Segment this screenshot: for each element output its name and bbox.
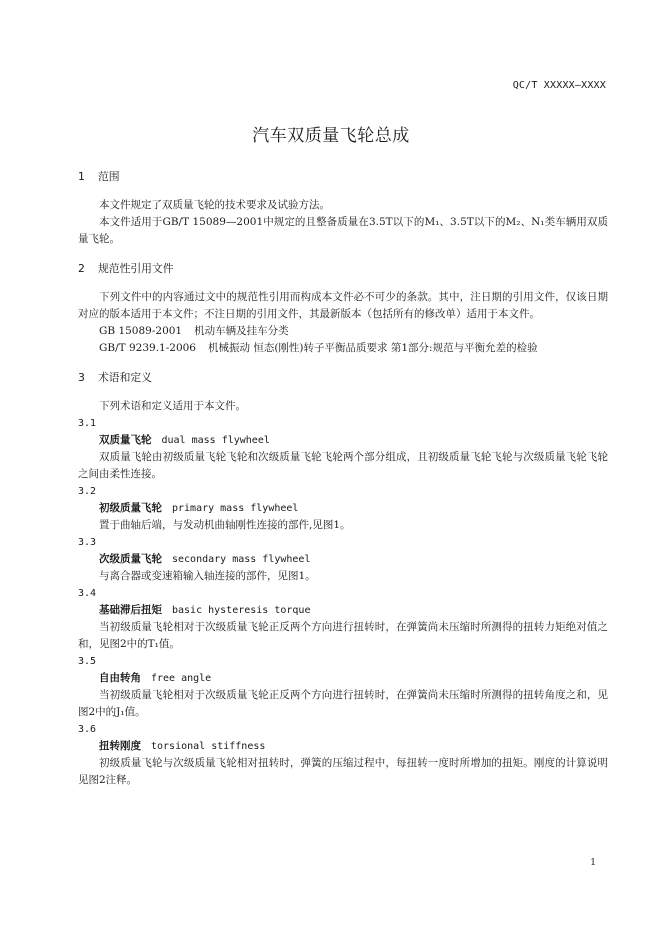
term-number: 3.5 <box>78 656 97 667</box>
term-zh: 初级质量飞轮 <box>99 502 162 514</box>
section-number: 2 <box>78 262 85 275</box>
term-definition: 双质量飞轮由初级质量飞轮飞轮和次级质量飞轮飞轮两个部分组成，且初级质量飞轮飞轮与次级质量飞轮飞轮之间由柔性连接。 <box>78 451 608 480</box>
term-number: 3.1 <box>78 418 97 429</box>
document-body <box>78 168 608 789</box>
term-entry <box>78 721 608 789</box>
page-title: 汽车双质量飞轮总成 <box>252 126 410 146</box>
term-definition: 与离合器或变速箱输入轴连接的部件，见图1。 <box>99 570 316 582</box>
term-en: basic hysteresis torque <box>172 605 311 616</box>
term-heading <box>78 738 608 755</box>
term-en: torsional stiffness <box>151 741 266 752</box>
reference-item <box>78 323 608 340</box>
section-heading-terms <box>78 369 608 386</box>
paragraph: 本文件规定了双质量飞轮的技术要求及试验方法。 <box>99 199 330 211</box>
page-number: 1 <box>590 858 596 868</box>
section-number: 3 <box>78 371 85 384</box>
section-title: 规范性引用文件 <box>98 262 174 275</box>
term-zh: 自由转角 <box>99 672 141 684</box>
term-number: 3.6 <box>78 724 97 735</box>
term-definition: 当初级质量飞轮相对于次级质量飞轮正反两个方向进行扭转时，在弹簧尚未压缩时所测得的扭转力矩绝对值之和，见图2中的T₁值。 <box>78 621 608 650</box>
term-zh: 扭转刚度 <box>99 740 141 752</box>
term-heading <box>78 432 608 449</box>
term-heading <box>78 670 608 687</box>
term-zh: 双质量飞轮 <box>99 434 152 446</box>
term-definition: 当初级质量飞轮相对于次级质量飞轮正反两个方向进行扭转时，在弹簧尚未压缩时所测得的扭转角度之和，见图2中的J₁值。 <box>78 689 608 718</box>
section-number: 1 <box>78 170 85 183</box>
reference-code: GB/T 9239.1-2006 <box>99 342 196 354</box>
section-heading-normative-references <box>78 260 608 277</box>
paragraph: 下列术语和定义适用于本文件。 <box>99 400 246 412</box>
paragraph: 本文件适用于GB/T 15089—2001中规定的且整备质量在3.5T以下的M₁、3.5T以下的M₂、N₁类车辆用双质量飞轮。 <box>78 216 608 245</box>
term-number: 3.4 <box>78 588 97 599</box>
term-number: 3.3 <box>78 537 97 548</box>
reference-item <box>78 340 608 357</box>
term-en: primary mass flywheel <box>172 503 299 514</box>
term-definition: 初级质量飞轮与次级质量飞轮相对扭转时，弹簧的压缩过程中，每扭转一度时所增加的扭矩。刚度的计算说明见图2注释。 <box>78 757 608 786</box>
term-entry <box>78 534 608 585</box>
term-en: free angle <box>151 673 212 684</box>
term-heading <box>78 500 608 517</box>
term-definition: 置于曲轴后端，与发动机曲轴刚性连接的部件,见图1。 <box>99 519 351 531</box>
term-heading <box>78 551 608 568</box>
term-en: secondary mass flywheel <box>172 554 311 565</box>
term-entry <box>78 653 608 721</box>
term-entry <box>78 415 608 483</box>
term-zh: 基础滞后扭矩 <box>99 604 162 616</box>
section-heading-scope <box>78 168 608 185</box>
doc-code: QC/T XXXXX—XXXX <box>512 80 606 91</box>
term-number: 3.2 <box>78 486 97 497</box>
term-zh: 次级质量飞轮 <box>99 553 162 565</box>
reference-code: GB 15089-2001 <box>99 325 183 337</box>
term-entry <box>78 483 608 534</box>
term-entry <box>78 585 608 653</box>
reference-title: 机动车辆及挂车分类 <box>194 325 289 337</box>
section-title: 范围 <box>98 170 120 183</box>
term-heading <box>78 602 608 619</box>
paragraph: 下列文件中的内容通过文中的规范性引用而构成本文件必不可少的条款。其中，注日期的引用文件，仅该日期对应的版本适用于本文件；不注日期的引用文件，其最新版本（包括所有的修改单）适用于本文件。 <box>78 291 608 320</box>
term-en: dual mass flywheel <box>161 435 270 446</box>
reference-title: 机械振动 恒态(刚性)转子平衡品质要求 第1部分:规范与平衡允差的检验 <box>208 342 538 354</box>
section-title: 术语和定义 <box>98 371 152 384</box>
